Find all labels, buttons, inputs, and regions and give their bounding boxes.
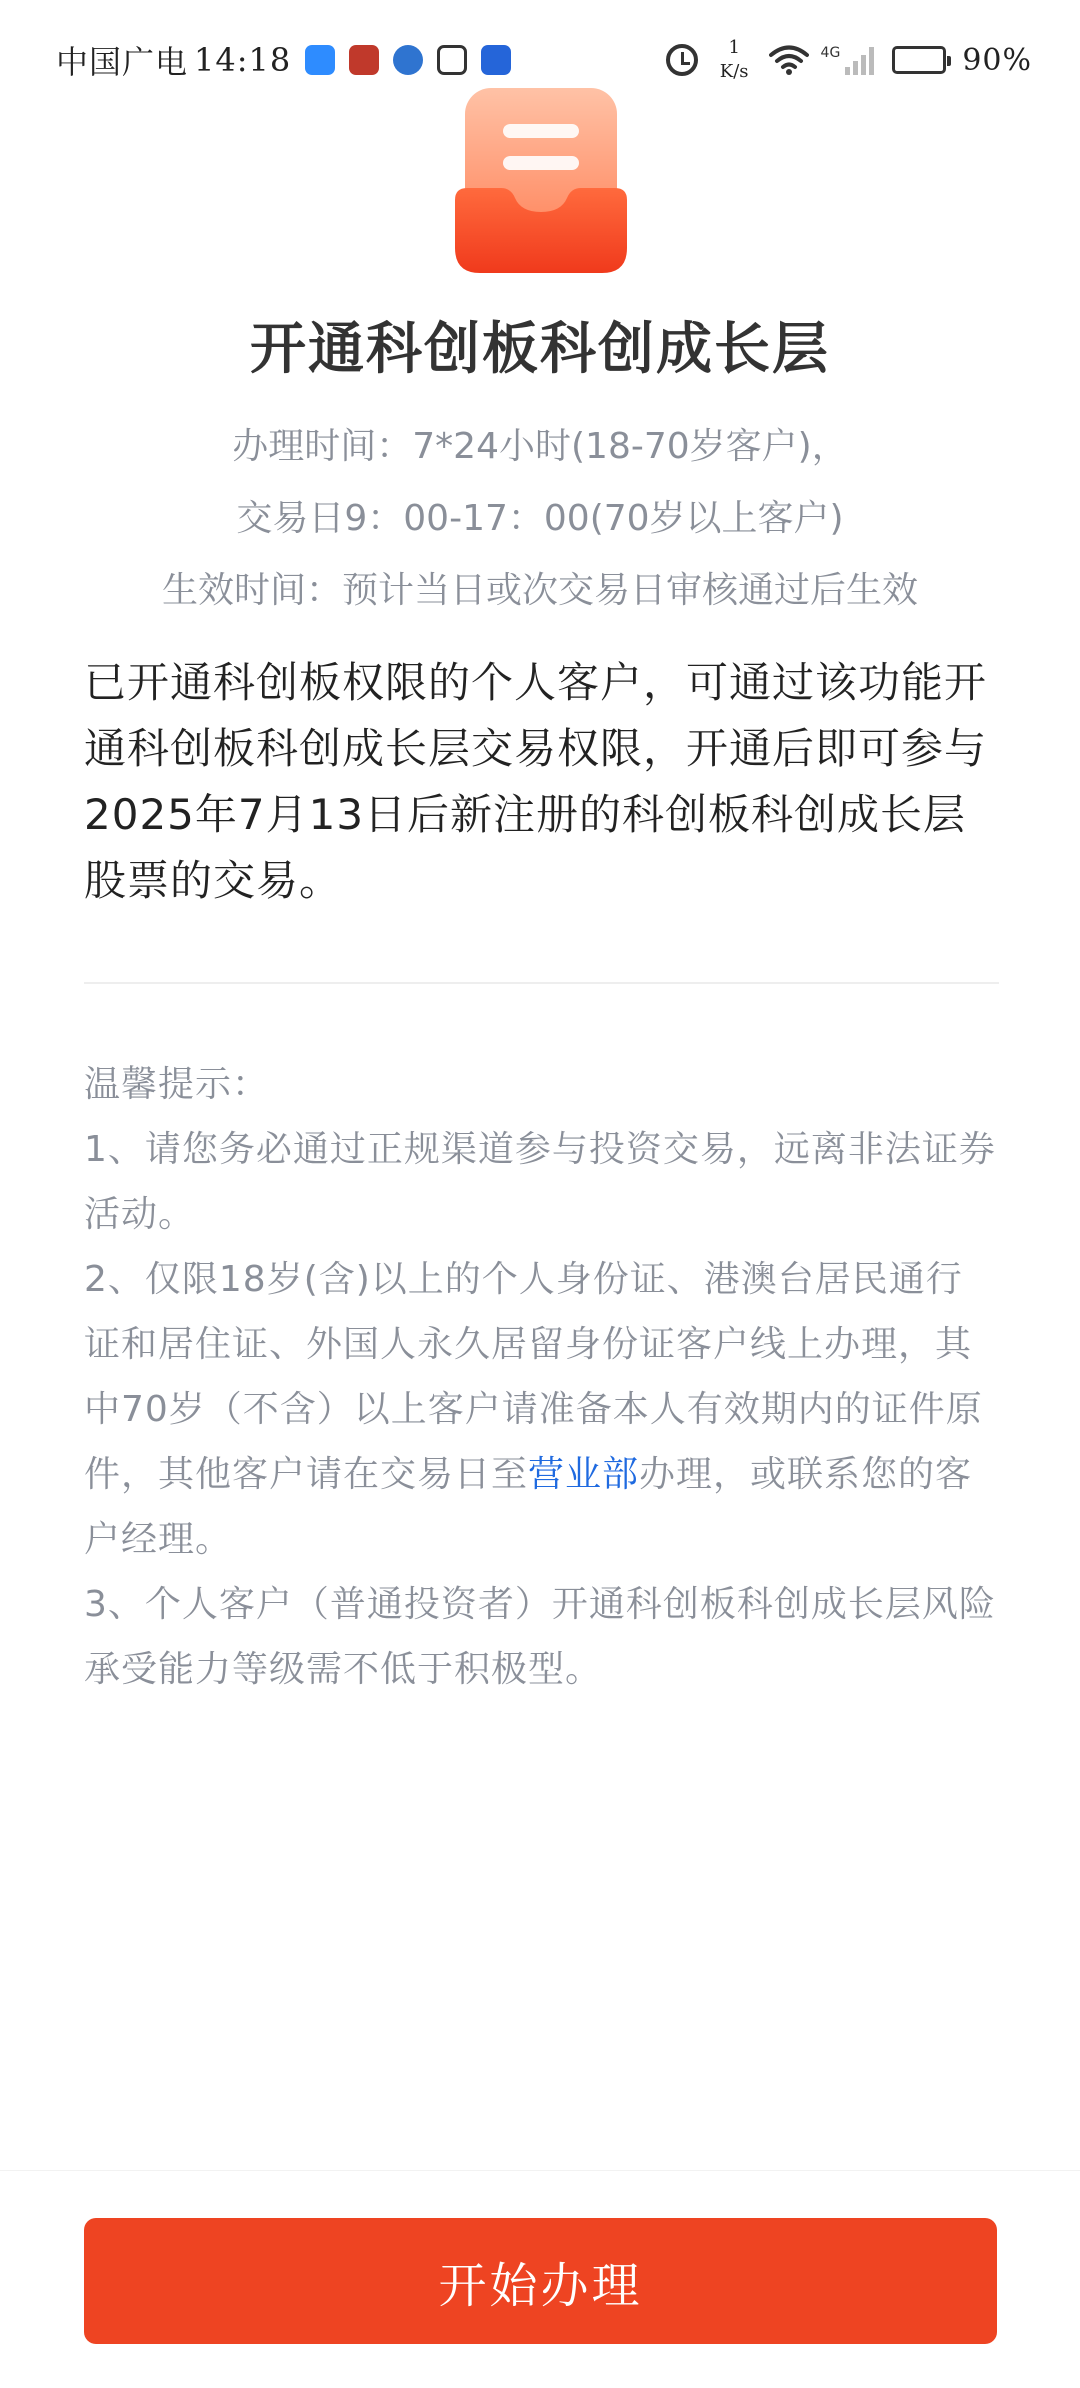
battery-percent: 90%	[962, 42, 1032, 78]
gallery-app-icon	[437, 45, 467, 75]
net-speed-unit: K/s	[719, 61, 749, 82]
business-hours: 办理时间：7*24小时(18-70岁客户)，	[232, 426, 848, 467]
status-bar-left	[56, 37, 511, 83]
tip-item-3: 3、个人客户（普通投资者）开通科创板科创成长层风险承受能力等级需不低于积极型。	[84, 1584, 996, 1690]
net-speed-value: 1	[728, 37, 740, 58]
divider	[84, 982, 999, 984]
clock: 14:18	[194, 41, 292, 79]
inbox-tray-icon	[455, 88, 627, 273]
branch-office-link[interactable]: 营业部	[528, 1454, 640, 1495]
tip-item-1: 1、请您务必通过正规渠道参与投资交易，远离非法证券活动。	[84, 1129, 996, 1235]
tip-item-2	[84, 1247, 999, 1572]
tips-heading: 温馨提示：	[84, 1064, 270, 1105]
browser-app-icon	[393, 45, 423, 75]
alarm-icon	[666, 44, 698, 76]
wifi-icon	[769, 44, 809, 76]
carrier-label: 中国广电	[56, 43, 189, 81]
security-app-icon	[481, 45, 511, 75]
cloud-app-icon	[305, 45, 335, 75]
battery-icon	[892, 46, 946, 74]
net-speed	[720, 39, 749, 81]
page-title: 开通科创板科创成长层	[250, 317, 830, 382]
service-description: 已开通科创板权限的个人客户，可通过该功能开通科创板科创成长层交易权限，开通后即可参与2025年7月13日后新注册的科创板科创成长层股票的交易。	[84, 658, 988, 905]
cellular-signal-icon	[821, 45, 875, 75]
start-button[interactable]: 开始办理	[84, 2218, 997, 2344]
tips-section	[84, 1052, 999, 1702]
status-bar-right	[666, 39, 1032, 81]
tip-item-2-text-end: 办理，或联系您的客户经理。	[84, 1454, 973, 1560]
network-type-label: 4G	[820, 45, 841, 61]
tip-item-2-text: 2、仅限18岁(含)以上的个人身份证、港澳台居民通行证和居住证、外国人永久居留身份证客户线上办理，其中70岁（不含）以上客户请准备本人有效期内的证件原件，其他客户请在交易日至	[84, 1259, 983, 1495]
effective-time: 生效时间：预计当日或次交易日审核通过后生效	[161, 570, 918, 611]
news-app-icon	[349, 45, 379, 75]
business-hours-senior: 交易日9：00-17：00(70岁以上客户)	[236, 498, 844, 539]
